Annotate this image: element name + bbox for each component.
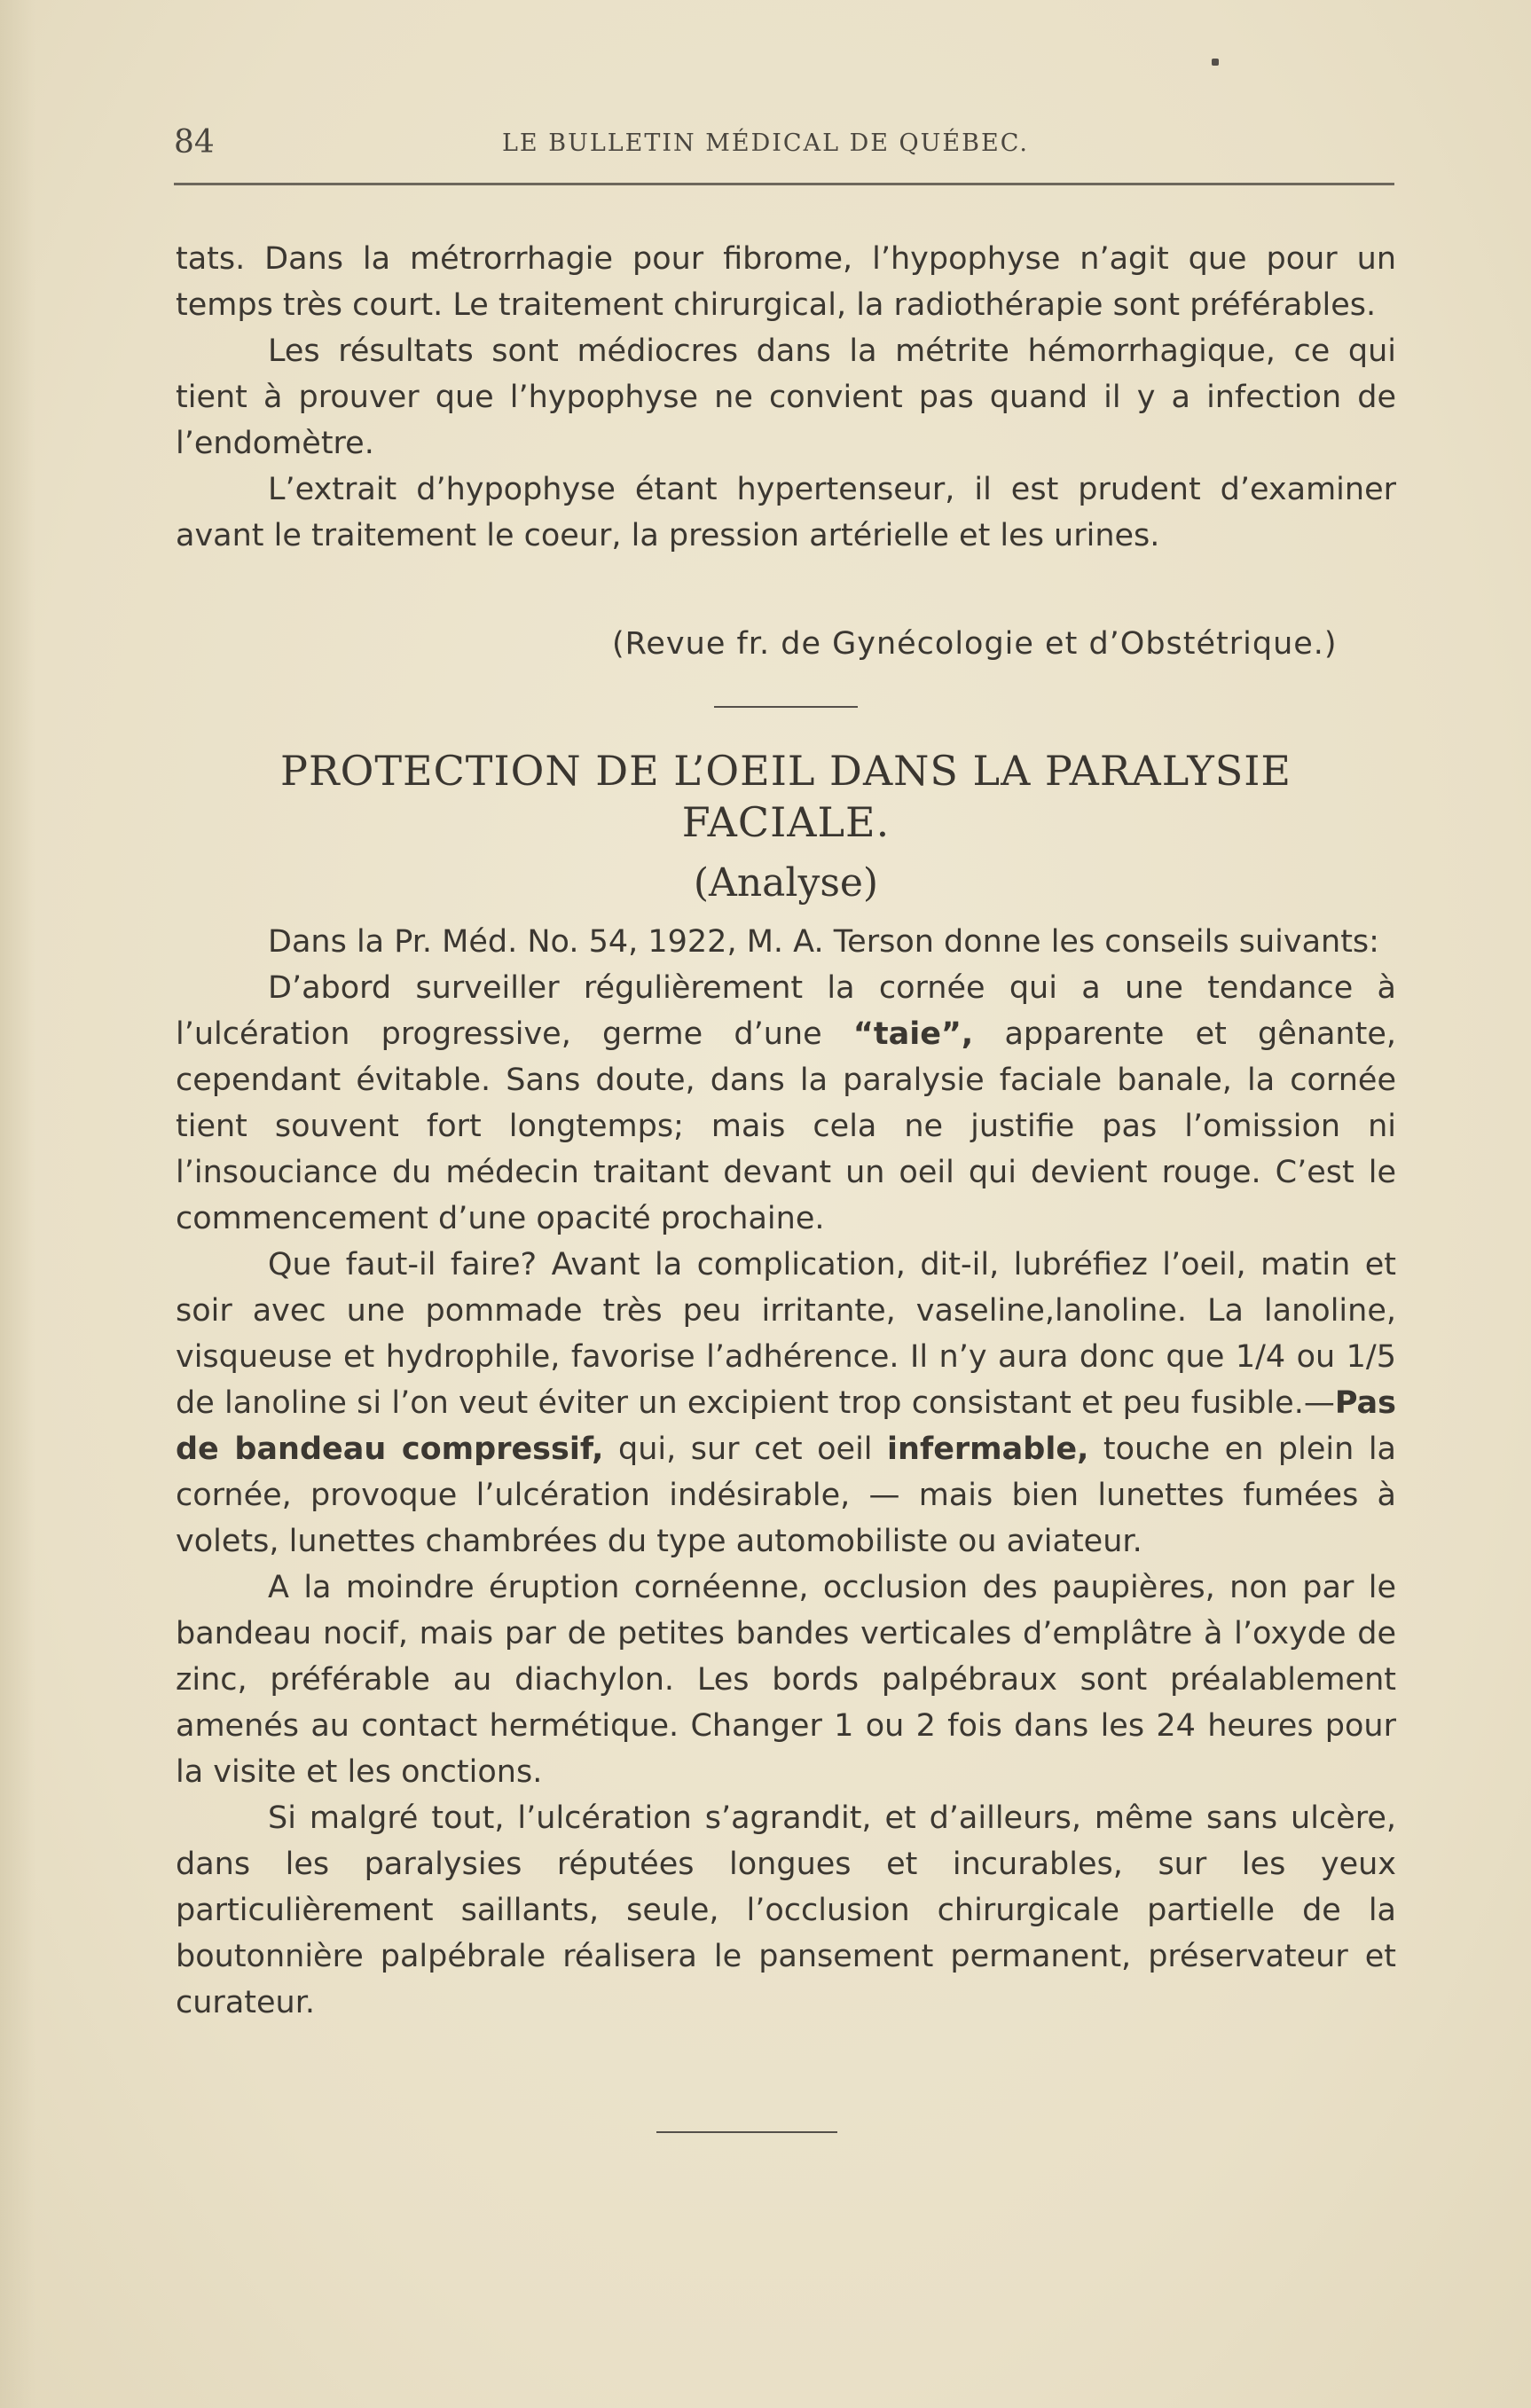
section-separator: [714, 706, 858, 708]
end-separator: [656, 2131, 837, 2133]
article-body: [176, 919, 1396, 2026]
text-run: D’abord surveiller régulièrement la cornée qui a une tendance à l’ulcération progressive, germe d’une: [176, 970, 1396, 1052]
paragraph: [176, 1242, 1396, 1565]
header-rule: [174, 183, 1394, 185]
text-run: touche en plein la cornée, provoque l’ulcération indésirable, — mais bien lunettes fumées à volets, lunettes chambrées du type automobiliste ou aviateur.: [176, 1431, 1396, 1559]
text-run: qui, sur cet oeil: [603, 1431, 888, 1467]
paragraph: L’extrait d’hypophyse étant hypertenseur, il est prudent d’examiner avant le traitement le coeur, la pression artérielle et les urines.: [176, 472, 1396, 553]
page-number: 84: [174, 124, 215, 161]
paragraph: A la moindre éruption cornéenne, occlusion des paupières, non par le bandeau nocif, mais par de petites bandes verticales d’emplâtre à l’oxyde de zinc, préférable au diachylon. Les bords palpébraux sont préalablement amenés au contact hermétique. Changer 1 ou 2 fois dans les 24 heures pour la visite et les onctions.: [176, 1570, 1396, 1790]
paragraph: tats. Dans la métrorrhagie pour fibrome, l’hypophyse n’agit que pour un temps très court. Le traitement chirurgical, la radiothérapie sont préférables.: [176, 241, 1396, 323]
article-title: PROTECTION DE L’OEIL DANS LA PARALYSIE FACIALE.: [280, 747, 1292, 846]
paragraph: [176, 965, 1396, 1242]
text-run: apparente et gênante, cependant évitable. Sans doute, dans la paralysie faciale banale, la cornée tient souvent fort longtemps; mais cela ne justifie pas l’omission ni l’insouciance du médecin traitant devant un oeil qui devient rouge. C’est le commencement d’une opacité prochaine.: [176, 1016, 1396, 1236]
source-citation: (Revue fr. de Gynécologie et d’Obstétrique.): [612, 626, 1338, 662]
bold-term: “taie”,: [852, 1016, 974, 1052]
paragraph: Les résultats sont médiocres dans la métrite hémorrhagique, ce qui tient à prouver que l’hypophyse ne convient pas quand il y a infection de l’endomètre.: [176, 333, 1396, 461]
page-header: [174, 124, 1394, 169]
continued-article: [176, 236, 1396, 559]
text-run: Que faut-il faire? Avant la complication, dit-il, lubréfiez l’oeil, matin et soir avec une pommade très peu irritante, vaseline,lanoline. La lanoline, visqueuse et hydrophile, favorise l’adhérence. Il n’y aura donc que 1/4 ou 1/5 de lanoline si l’on veut éviter un excipient trop consistant et peu fusible.—: [176, 1247, 1396, 1421]
print-speck: [1212, 59, 1219, 66]
article-subtitle: (Analyse): [693, 860, 879, 906]
bold-term: infermable,: [887, 1431, 1089, 1467]
paragraph: Dans la Pr. Méd. No. 54, 1922, M. A. Terson donne les conseils suivants:: [268, 924, 1379, 960]
paragraph: Si malgré tout, l’ulcération s’agrandit, et d’ailleurs, même sans ulcère, dans les paralysies réputées longues et incurables, sur les yeux particulièrement saillants, seule, l’occlusion chirurgicale partielle de la boutonnière palpébrale réalisera le pansement permanent, préservateur et curateur.: [176, 1800, 1396, 2020]
running-title: LE BULLETIN MÉDICAL DE QUÉBEC.: [502, 129, 1029, 157]
bold-term: Pas de bandeau compressif,: [176, 1385, 1396, 1467]
page-edge-shadow: [0, 0, 35, 2408]
